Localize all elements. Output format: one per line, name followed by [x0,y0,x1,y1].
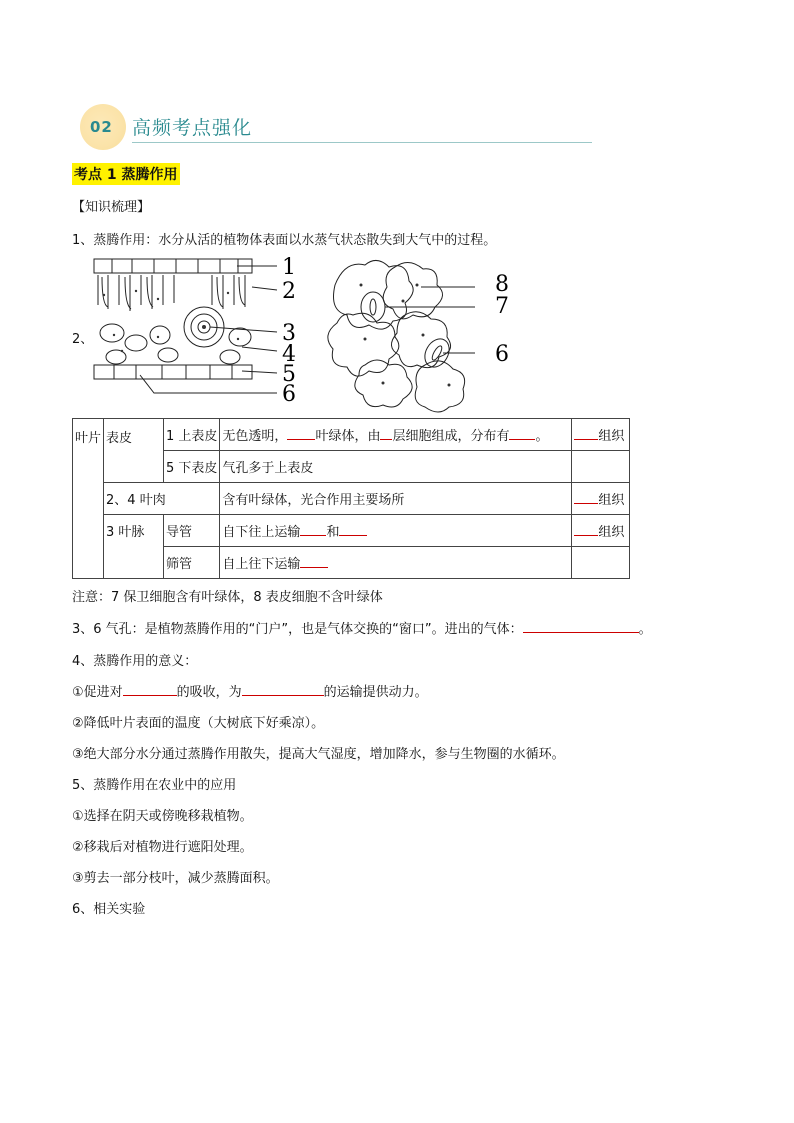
topic-heading: 考点 1 蒸腾作用 [72,163,180,185]
cell-lower-desc: 气孔多于上表皮 [220,451,572,483]
cell-upper-epidermis: 1 上表皮 [164,419,220,451]
application-3: ③剪去一部分枝叶，减少蒸腾面积。 [72,871,279,886]
application-2: ②移栽后对植物进行遮阳处理。 [72,840,253,855]
cell-upper-tissue: 组织 [572,419,630,451]
left-label-4: 4 [282,342,296,367]
stomata-line: 3、6 气孔：是植物蒸腾作用的“门户”，也是气体交换的“窗口”。进出的气体： 。 [72,622,652,637]
significance-3: ③绝大部分水分通过蒸腾作用散失，提高大气湿度，增加降水，参与生物圈的水循环。 [72,747,565,762]
figure-prefix: 2、 [72,332,94,347]
definition-line: 1、蒸腾作用：水分从活的植物体表面以水蒸气状态散失到大气中的过程。 [72,233,497,248]
application-heading: 5、蒸腾作用在农业中的应用 [72,778,237,793]
right-label-6: 6 [495,342,509,367]
section-title: 高频考点强化 [132,117,253,139]
cell-vessel: 导管 [164,515,220,547]
experiment-heading: 6、相关实验 [72,902,146,917]
header-divider [132,142,592,143]
cell-lower-tissue [572,451,630,483]
cell-epidermis: 表皮 [104,419,164,483]
left-label-2: 2 [282,279,296,304]
cell-mesophyll: 2、4 叶肉 [104,483,220,515]
left-label-6: 6 [282,382,296,405]
cell-vessel-desc: 自下往上运输 和 [220,515,572,547]
significance-heading: 4、蒸腾作用的意义： [72,654,198,669]
cell-vessel-tissue: 组织 [572,515,630,547]
note-line: 注意：7 保卫细胞含有叶绿体，8 表皮细胞不含叶绿体 [72,590,383,605]
cell-vein: 3 叶脉 [104,515,164,579]
cell-mesophyll-desc: 含有叶绿体，光合作用主要场所 [220,483,572,515]
significance-2: ②降低叶片表面的温度（大树底下好乘凉）。 [72,716,325,731]
knowledge-subtitle: 【知识梳理】 [72,200,151,215]
leaf-structure-table [72,418,630,579]
cell-sieve: 筛管 [164,547,220,579]
cell-upper-desc: 无色透明， 叶绿体，由 层细胞组成，分布有 。 [220,419,572,451]
significance-1: ①促进对 的吸收，为 的运输提供动力。 [72,685,428,700]
left-label-3: 3 [282,321,296,346]
leaf-cross-section-diagram [92,255,312,405]
cell-sieve-tissue [572,547,630,579]
right-label-7: 7 [495,294,509,319]
cell-mesophyll-tissue: 组织 [572,483,630,515]
epidermis-stomata-diagram [325,255,525,415]
cell-leaf: 叶片 [73,419,104,579]
section-number: 02 [90,118,113,136]
cell-sieve-desc: 自上往下运输 [220,547,572,579]
cell-lower-epidermis: 5 下表皮 [164,451,220,483]
left-label-5: 5 [282,362,296,387]
left-label-1: 1 [282,255,296,280]
application-1: ①选择在阴天或傍晚移栽植物。 [72,809,253,824]
right-label-8: 8 [495,272,509,297]
